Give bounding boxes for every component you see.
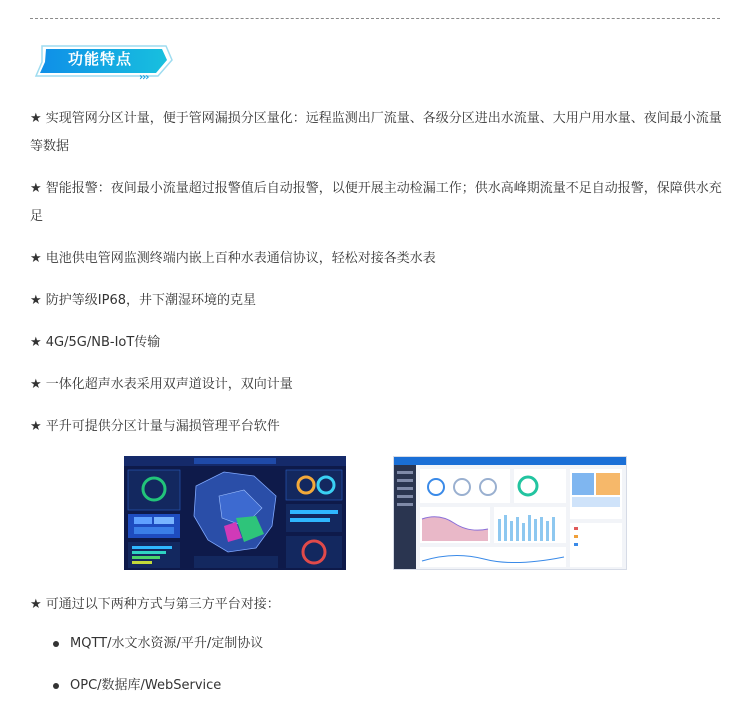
- integration-title: ★ 可通过以下两种方式与第三方平台对接：: [30, 597, 280, 612]
- feature-item: ★ 实现管网分区计量，便于管网漏损分区量化：远程监测出厂流量、各级分区进出水流量、大用户用水量、夜间最小流量等数据: [30, 111, 722, 154]
- section-title: 功能特点: [67, 50, 132, 68]
- dashed-divider: [30, 18, 720, 19]
- feature-item: ★ 智能报警：夜间最小流量超过报警值后自动报警，以便开展主动检漏工作；供水高峰期流量不足自动报警，保障供水充足: [30, 181, 722, 224]
- dark-dashboard-graphic: [124, 456, 346, 570]
- bullet-icon: [53, 683, 59, 689]
- list-item: [48, 672, 263, 700]
- dashboard-map-screenshot: [124, 456, 346, 570]
- integration-item-label: MQTT/水文水资源/平升/定制协议: [70, 636, 264, 651]
- feature-item: ★ 4G/5G/NB-IoT传输: [30, 335, 161, 350]
- feature-item: ★ 平升可提供分区计量与漏损管理平台软件: [30, 419, 280, 434]
- feature-list: [30, 105, 722, 455]
- dashboard-light-screenshot: [393, 456, 627, 570]
- section-title-banner: [34, 44, 174, 82]
- feature-item: ★ 电池供电管网监测终端内嵌上百种水表通信协议，轻松对接各类水表: [30, 251, 436, 266]
- feature-item: ★ 一体化超声水表采用双声道设计，双向计量: [30, 377, 293, 392]
- chevron-right-icon: ›››: [139, 72, 149, 83]
- integration-list: [48, 630, 263, 714]
- list-item: [48, 630, 263, 658]
- feature-item: ★ 防护等级IP68，井下潮湿环境的克星: [30, 293, 257, 308]
- screenshots-row: [124, 456, 629, 571]
- light-dashboard-graphic: [394, 457, 626, 569]
- integration-item-label: OPC/数据库/WebService: [70, 678, 222, 693]
- bullet-icon: [53, 641, 59, 647]
